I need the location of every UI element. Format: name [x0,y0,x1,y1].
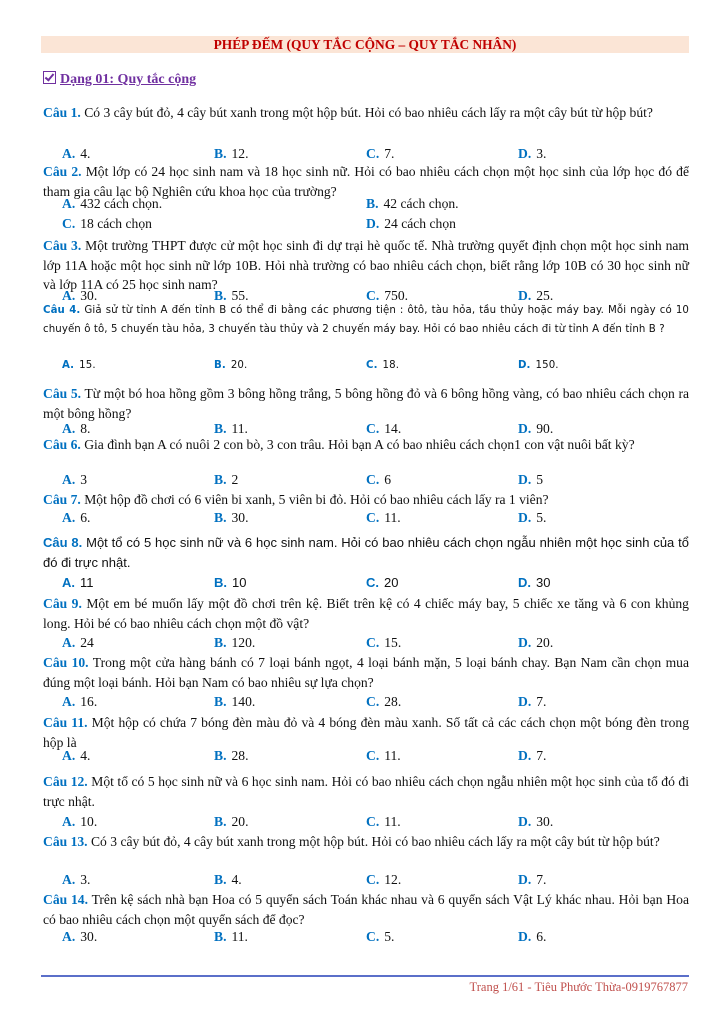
answer-letter: A. [62,146,76,161]
answer-value: 750. [384,288,409,303]
answer-option[interactable] [366,357,399,374]
answer-value: 30. [536,814,554,829]
question-text [43,594,689,633]
question-number: Câu 2. [43,164,82,179]
answer-letter: D. [518,510,532,525]
answer-option[interactable] [62,747,90,764]
answer-option[interactable] [366,813,401,830]
question-body: Trong một cửa hàng bánh có 7 loại bánh ngọt, 4 loại bánh mặn, 5 loại bánh chay. Bạn Nam cần chọn mua đúng một loại bánh. Hỏi bạn Nam có bao nhiêu sự lựa chọn? [43,655,689,690]
question-number: Câu 10. [43,655,89,670]
answer-option[interactable] [214,574,246,591]
answer-value: 11. [384,510,401,525]
answer-value: 3. [80,872,91,887]
answer-value: 30. [80,929,98,944]
answer-option[interactable] [62,693,97,710]
answer-letter: D. [518,929,532,944]
question-number: Câu 4. [43,305,81,316]
answer-letter: D. [518,694,532,709]
question-body: Từ một bó hoa hồng gồm 3 bông hồng trắng, 5 bông hồng đỏ và 6 bông hồng vàng, có bao nhiêu cách chọn ra một bông hồng? [43,386,689,421]
question-number: Câu 13. [43,834,88,849]
question-text [43,890,689,929]
answer-letter: B. [214,694,227,709]
answer-letter: B. [214,814,227,829]
answer-value: 5. [384,929,395,944]
answer-value: 18 cách chọn [80,216,152,231]
answer-value: 20 [384,575,399,590]
answer-letter: B. [214,288,227,303]
answer-option[interactable] [214,634,255,651]
footer-divider [41,975,689,977]
answer-letter: D. [518,748,532,763]
answer-option[interactable] [214,693,255,710]
answer-option[interactable] [62,145,90,162]
answer-letter: D. [518,472,532,487]
answer-value: 15. [79,360,96,371]
answer-letter: A. [62,421,76,436]
answer-value: 2 [231,472,239,487]
answer-value: 4. [231,872,242,887]
answer-option[interactable] [214,145,248,162]
answer-option[interactable] [366,634,401,651]
answer-option[interactable] [366,145,394,162]
question-body: Một hộp đồ chơi có 6 viên bi xanh, 5 viên bi đỏ. Hỏi có bao nhiêu cách lấy ra 1 viên? [84,492,549,507]
answer-letter: A. [62,929,76,944]
page-footer: Trang 1/61 - Tiêu Phước Thừa-0919767877 [469,980,688,994]
answer-value: 12. [231,146,249,161]
answer-option[interactable] [62,634,94,651]
question-body: Một lớp có 24 học sinh nam và 18 học sinh nữ. Hỏi có bao nhiêu cách chọn một học sinh của lớp học đó để tham gia câu lạc bộ Nghiên cứu khoa học của trường? [43,164,689,199]
answer-value: 25. [536,288,554,303]
question-number: Câu 7. [43,492,81,507]
question-text [43,832,689,852]
answer-letter: B. [214,929,227,944]
answer-letter: B. [214,510,227,525]
question-body: Gia đình bạn A có nuôi 2 con bò, 3 con trâu. Hỏi bạn A có bao nhiêu cách chọn1 con vật nuôi bất kỳ? [84,437,635,452]
answer-value: 10 [232,575,247,590]
answer-letter: C. [62,216,76,231]
answer-letter: D. [518,872,532,887]
answer-letter: D. [366,216,380,231]
answer-letter: A. [62,472,76,487]
question-body: Trên kệ sách nhà bạn Hoa có 5 quyển sách Toán khác nhau và 6 quyển sách Vật Lý khác nhau. Hỏi bạn Hoa có bao nhiêu cách chọn một quyển sách để đọc? [43,892,689,927]
answer-value: 11 [80,575,94,590]
answer-letter: A. [62,872,76,887]
answer-value: 6. [80,510,91,525]
answer-letter: B. [214,146,227,161]
checkbox-icon [43,71,56,84]
answer-letter: C. [366,575,379,590]
question-body: Một tổ có 5 học sinh nữ và 6 học sinh nam. Hỏi có bao nhiêu cách chọn ngẫu nhiên một học sinh của tổ đó đi trực nhật. [43,535,689,570]
answer-letter: B. [214,421,227,436]
answer-letter: B. [214,575,227,590]
answer-letter: A. [62,288,76,303]
answer-value: 24 cách chọn [384,216,456,231]
answer-letter: D. [518,635,532,650]
answer-letter: A. [62,748,76,763]
answer-letter: D. [518,421,532,436]
answer-option[interactable] [366,195,459,212]
answer-option[interactable] [366,747,401,764]
answer-value: 11. [384,814,401,829]
answer-letter: C. [366,288,380,303]
answer-letter: C. [366,360,378,371]
answer-value: 7. [536,748,547,763]
answer-value: 55. [231,288,249,303]
answer-letter: B. [214,872,227,887]
answer-value: 11. [231,421,248,436]
answer-letter: B. [214,472,227,487]
answer-option[interactable] [366,693,401,710]
answer-option[interactable] [62,215,152,232]
answer-value: 5 [536,472,544,487]
answer-letter: B. [214,748,227,763]
answer-value: 3 [80,472,88,487]
answer-option[interactable] [62,357,96,374]
answer-value: 16. [80,694,98,709]
answer-letter: B. [214,360,226,371]
answer-letter: A. [62,360,75,371]
answer-value: 120. [231,635,256,650]
answer-option[interactable] [518,509,546,526]
answer-letter: A. [62,635,76,650]
answer-letter: B. [214,635,227,650]
question-number: Câu 9. [43,596,82,611]
answer-option[interactable] [62,509,90,526]
answer-option[interactable] [518,145,546,162]
answer-value: 15. [384,635,402,650]
answer-letter: A. [62,510,76,525]
question-text [43,653,689,692]
question-text [43,301,689,339]
question-text [43,490,689,510]
answer-value: 432 cách chọn. [80,196,163,211]
question-number: Câu 1. [43,105,81,120]
answer-value: 5. [536,510,547,525]
answer-option[interactable] [518,634,553,651]
answer-value: 12. [384,872,402,887]
answer-letter: C. [366,814,380,829]
answer-value: 42 cách chọn. [383,196,459,211]
section-heading [43,70,196,89]
answer-option[interactable] [62,471,87,488]
question-body: Một em bé muốn lấy một đồ chơi trên kệ. Biết trên kệ có 4 chiếc máy bay, 5 chiếc xe tăng và 6 con khủng long. Hỏi bé có bao nhiêu cách chọn một đồ vật? [43,596,689,631]
answer-value: 18. [382,360,400,371]
answer-option[interactable] [214,509,248,526]
question-body: Một trường THPT được cử một học sinh đi dự trại hè quốc tế. Nhà trường quyết định chọn một học sinh nam lớp 11A hoặc một học sinh nữ lớp 10B. Hỏi nhà trường có bao nhiêu cách chọn, biết rằng lớp 10B có 30 học sinh nữ và lớp 11A có 25 học sinh nam? [43,238,689,292]
question-text [43,772,689,811]
answer-option[interactable] [214,471,238,488]
answer-option[interactable] [62,928,97,945]
answer-option[interactable] [366,215,456,232]
answer-option[interactable] [214,928,248,945]
question-number: Câu 12. [43,774,88,789]
answer-option[interactable] [518,928,546,945]
answer-letter: C. [366,635,380,650]
answer-option[interactable] [518,357,559,374]
answer-value: 7. [384,146,395,161]
answer-option[interactable] [518,813,553,830]
answer-value: 28. [384,694,402,709]
answer-value: 140. [231,694,256,709]
answer-option[interactable] [366,928,394,945]
question-text [43,384,689,423]
question-text [43,435,689,455]
answer-letter: D. [518,288,532,303]
page-title: PHÉP ĐẾM (QUY TẮC CỘNG – QUY TẮC NHÂN) [41,36,689,53]
answer-option[interactable] [214,357,247,374]
answer-option[interactable] [62,574,94,591]
answer-letter: C. [366,748,380,763]
answer-option[interactable] [62,195,162,212]
answer-value: 24 [80,635,94,650]
answer-value: 3. [536,146,547,161]
answer-letter: A. [62,694,76,709]
answer-option[interactable] [518,574,550,591]
question-number: Câu 6. [43,437,81,452]
question-text [43,103,689,123]
answer-letter: C. [366,694,380,709]
question-body: Có 3 cây bút đỏ, 4 cây bút xanh trong một hộp bút. Hỏi có bao nhiêu cách lấy ra một cây bút từ hộp bút? [90,834,660,849]
answer-letter: D. [518,360,531,371]
question-number: Câu 8. [43,535,83,550]
answer-letter: A. [62,814,76,829]
answer-value: 20. [536,635,554,650]
answer-value: 20. [230,360,248,371]
answer-option[interactable] [518,693,546,710]
question-number: Câu 5. [43,386,82,401]
answer-letter: C. [366,872,380,887]
answer-value: 6 [384,472,392,487]
answer-value: 90. [536,421,554,436]
answer-option[interactable] [366,574,398,591]
question-body: Một tổ có 5 học sinh nữ và 6 học sinh nam. Hỏi có bao nhiêu cách chọn ngẫu nhiên một học sinh của tổ đó đi trực nhật. [43,774,689,809]
answer-option[interactable] [366,871,401,888]
answer-option[interactable] [214,871,242,888]
answer-letter: A. [62,196,76,211]
answer-value: 28. [231,748,249,763]
answer-value: 14. [384,421,402,436]
answer-value: 30 [536,575,551,590]
answer-option[interactable] [62,813,97,830]
answer-option[interactable] [366,509,401,526]
answer-option[interactable] [214,813,248,830]
answer-letter: A. [62,575,75,590]
answer-option[interactable] [518,747,546,764]
section-label: Dạng 01: Quy tắc cộng [60,72,197,87]
question-body: Giả sử từ tỉnh A đến tỉnh B có thể đi bằng các phương tiện : ôtô, tàu hỏa, tầu thủy hoặc máy bay. Mỗi ngày có 10 chuyến ô tô, 5 chuyến tàu hỏa, 3 chuyến tàu thủy và 2 chuyến máy bay. Hỏi có bao nhiêu cách đi từ tỉnh A đến tỉnh B ? [43,305,689,335]
answer-value: 30. [80,288,98,303]
answer-value: 20. [231,814,249,829]
answer-value: 10. [80,814,98,829]
answer-value: 11. [384,748,401,763]
answer-letter: C. [366,929,380,944]
question-text [43,236,689,295]
question-number: Câu 11. [43,715,88,730]
answer-option[interactable] [214,747,248,764]
answer-letter: B. [366,196,379,211]
answer-letter: D. [518,575,531,590]
answer-value: 8. [80,421,91,436]
question-number: Câu 14. [43,892,88,907]
answer-letter: C. [366,421,380,436]
answer-value: 6. [536,929,547,944]
answer-option[interactable] [62,871,90,888]
answer-option[interactable] [518,471,543,488]
answer-value: 150. [535,360,559,371]
answer-value: 4. [80,146,91,161]
answer-value: 30. [231,510,249,525]
answer-letter: C. [366,472,380,487]
answer-letter: C. [366,510,380,525]
answer-letter: D. [518,146,532,161]
question-text [43,533,689,572]
answer-letter: D. [518,814,532,829]
answer-value: 4. [80,748,91,763]
answer-value: 11. [231,929,248,944]
answer-letter: C. [366,146,380,161]
question-number: Câu 3. [43,238,82,253]
answer-option[interactable] [366,471,391,488]
question-body: Có 3 cây bút đỏ, 4 cây bút xanh trong một hộp bút. Hỏi có bao nhiêu cách lấy ra một cây bút từ hộp bút? [84,105,653,120]
answer-value: 7. [536,694,547,709]
question-body: Một hộp có chứa 7 bóng đèn màu đỏ và 4 bóng đèn màu xanh. Số tất cả các cách chọn một bóng đèn trong hộp là [43,715,689,750]
answer-option[interactable] [518,871,546,888]
answer-value: 7. [536,872,547,887]
